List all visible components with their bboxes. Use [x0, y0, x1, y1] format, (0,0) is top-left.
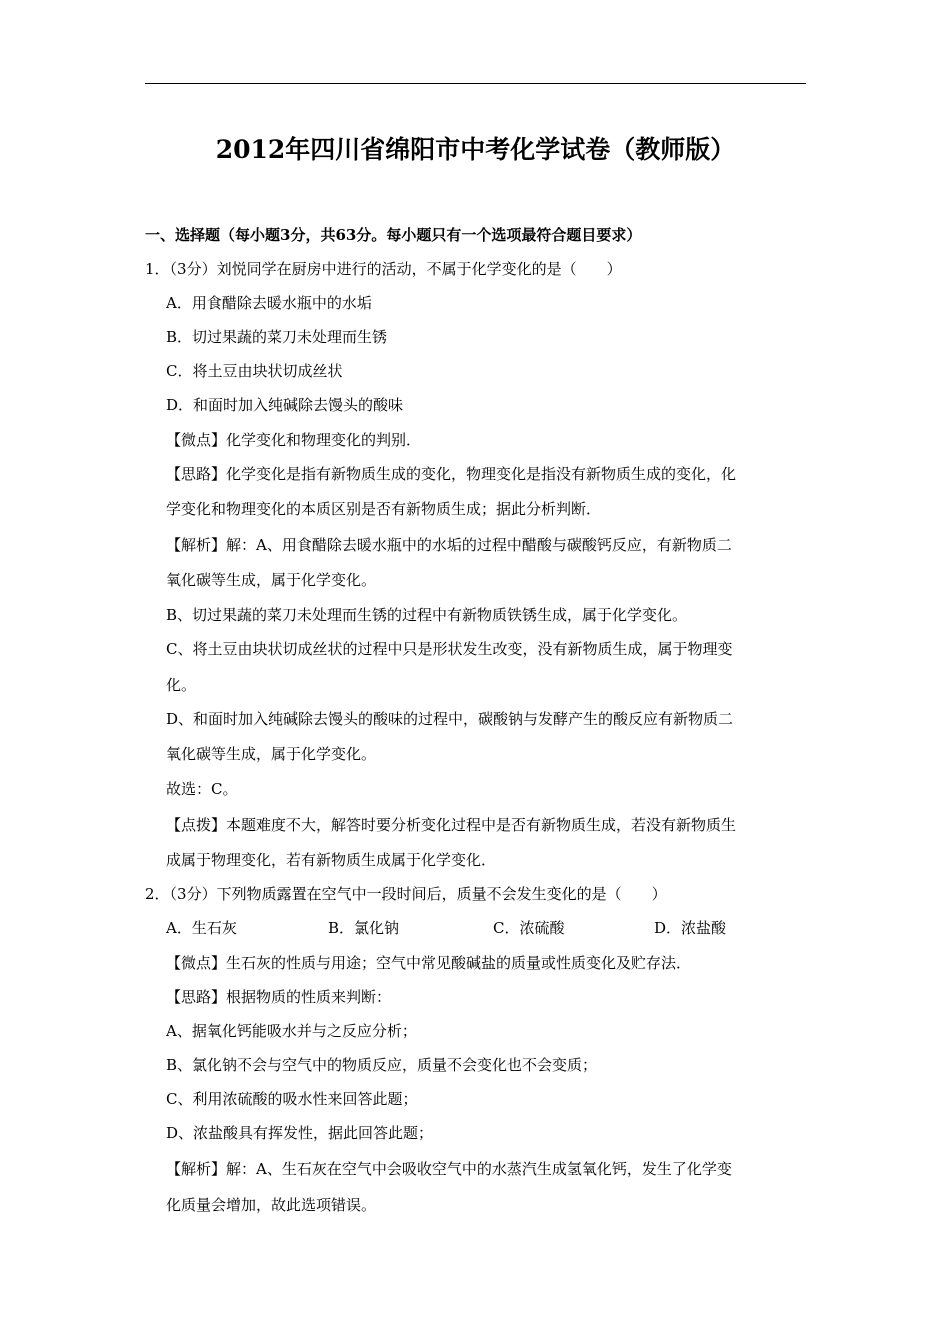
question-2-option-b: B．氯化钠 — [328, 919, 400, 937]
q1-approach: 【思路】化学变化是指有新物质生成的变化，物理变化是指没有新物质生成的变化，化 — [166, 465, 737, 483]
q1-analysis-cont: 氧化碳等生成，属于化学变化。 — [166, 571, 377, 589]
q1-tip-cont: 成属于物理变化，若有新物质生成属于化学变化． — [166, 851, 497, 869]
q2-approach: 【思路】根据物质的性质来判断： — [166, 988, 392, 1006]
q2-approach-a: A、据氧化钙能吸水并与之反应分析； — [166, 1022, 417, 1040]
question-2-option-a: A．生石灰 — [166, 919, 237, 937]
question-1-option-d: D．和面时加入纯碱除去馒头的酸味 — [166, 396, 404, 414]
q1-tip: 【点拨】本题难度不大，解答时要分析变化过程中是否有新物质生成，若没有新物质生 — [166, 816, 737, 834]
q2-approach-d: D、浓盐酸具有挥发性，据此回答此题； — [166, 1124, 434, 1142]
section-heading: 一、选择题（每小题3分，共63分。每小题只有一个选项最符合题目要求） — [145, 226, 642, 244]
q2-approach-c: C、利用浓硫酸的吸水性来回答此题； — [166, 1090, 418, 1108]
q2-approach-b: B、氯化钠不会与空气中的物质反应，质量不会变化也不会变质； — [166, 1056, 598, 1074]
question-2-option-c: C．浓硫酸 — [493, 919, 565, 937]
q2-analysis: 【解析】解：A、生石灰在空气中会吸收空气中的水蒸汽生成氢氧化钙，发生了化学变 — [166, 1160, 732, 1178]
q1-answer: 故选：C。 — [166, 780, 238, 798]
q1-analysis: 【解析】解：A、用食醋除去暖水瓶中的水垢的过程中醋酸与碳酸钙反应，有新物质二 — [166, 536, 732, 554]
question-1-option-a: A．用食醋除去暖水瓶中的水垢 — [166, 294, 372, 312]
q1-analysis-d-cont: 氧化碳等生成，属于化学变化。 — [166, 745, 377, 763]
q1-analysis-b: B、切过果蔬的菜刀未处理而生锈的过程中有新物质铁锈生成，属于化学变化。 — [166, 606, 688, 624]
question-2-stem: 2．（3分）下列物质露置在空气中一段时间后，质量不会发生变化的是（ ） — [145, 885, 667, 903]
q1-keypoint: 【微点】化学变化和物理变化的判别． — [166, 431, 422, 449]
question-2-option-d: D．浓盐酸 — [654, 919, 727, 937]
page-title: 2012年四川省绵阳市中考化学试卷（教师版） — [215, 135, 736, 164]
q1-analysis-d: D、和面时加入纯碱除去馒头的酸味的过程中，碳酸钠与发酵产生的酸反应有新物质二 — [166, 710, 734, 728]
question-1-option-b: B．切过果蔬的菜刀未处理而生锈 — [166, 328, 388, 346]
q1-approach-cont: 学变化和物理变化的本质区别是否有新物质生成；据此分析判断． — [166, 500, 602, 518]
question-1-stem: 1．（3分）刘悦同学在厨房中进行的活动，不属于化学变化的是（ ） — [145, 260, 622, 278]
q2-keypoint: 【微点】生石灰的性质与用途；空气中常见酸碱盐的质量或性质变化及贮存法． — [166, 954, 692, 972]
q1-analysis-c: C、将土豆由块状切成丝状的过程中只是形状发生改变，没有新物质生成，属于物理变 — [166, 640, 733, 658]
header-rule — [145, 83, 806, 84]
question-1-option-c: C．将土豆由块状切成丝状 — [166, 362, 343, 380]
q2-analysis-cont: 化质量会增加，故此选项错误。 — [166, 1196, 377, 1214]
q1-analysis-c-cont: 化。 — [166, 676, 197, 694]
